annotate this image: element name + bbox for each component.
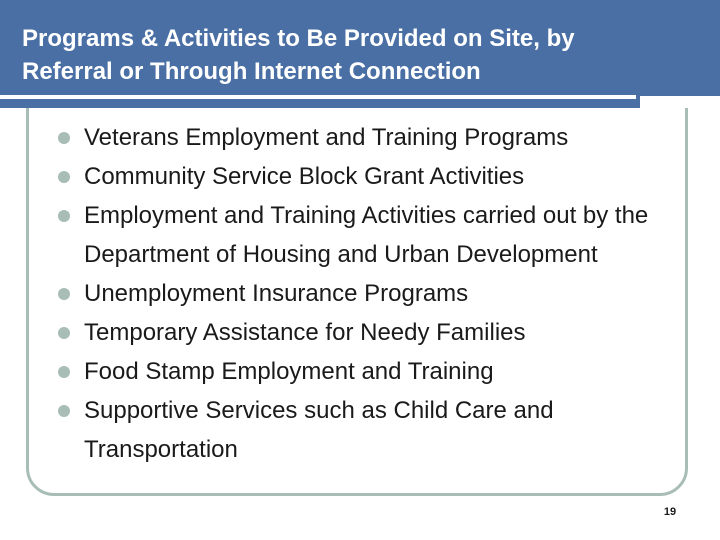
- list-item: [58, 352, 658, 391]
- bullet-text: Unemployment Insurance Programs: [84, 280, 469, 307]
- bullet-icon: [58, 171, 70, 183]
- list-item: [58, 313, 658, 352]
- list-item: [58, 391, 658, 469]
- bullet-text: Community Service Block Grant Activities: [84, 163, 525, 190]
- bullet-icon: [58, 132, 70, 144]
- bullet-icon: [58, 366, 70, 378]
- bullet-text: Food Stamp Employment and Training: [84, 358, 494, 385]
- slide-title: Programs & Activities to Be Provided on Site, by Referral or Through Internet Connection: [22, 25, 575, 85]
- bullet-text: Employment and Training Activities carried out by the Department of Housing and Urban Development: [84, 202, 649, 268]
- list-item: [58, 274, 658, 313]
- title-band-notch: [640, 96, 720, 108]
- bullet-icon: [58, 405, 70, 417]
- list-item: [58, 118, 658, 157]
- list-item: [58, 157, 658, 196]
- page-number: 19: [663, 506, 677, 518]
- list-item: [58, 196, 658, 274]
- bullet-text: Veterans Employment and Training Programs: [84, 124, 569, 151]
- bullet-icon: [58, 288, 70, 300]
- bullet-text: Supportive Services such as Child Care and Transportation: [84, 397, 554, 463]
- bullet-text: Temporary Assistance for Needy Families: [84, 319, 526, 346]
- title-underline: [0, 95, 636, 99]
- bullet-icon: [58, 210, 70, 222]
- bullet-icon: [58, 327, 70, 339]
- bullet-list: [58, 118, 658, 469]
